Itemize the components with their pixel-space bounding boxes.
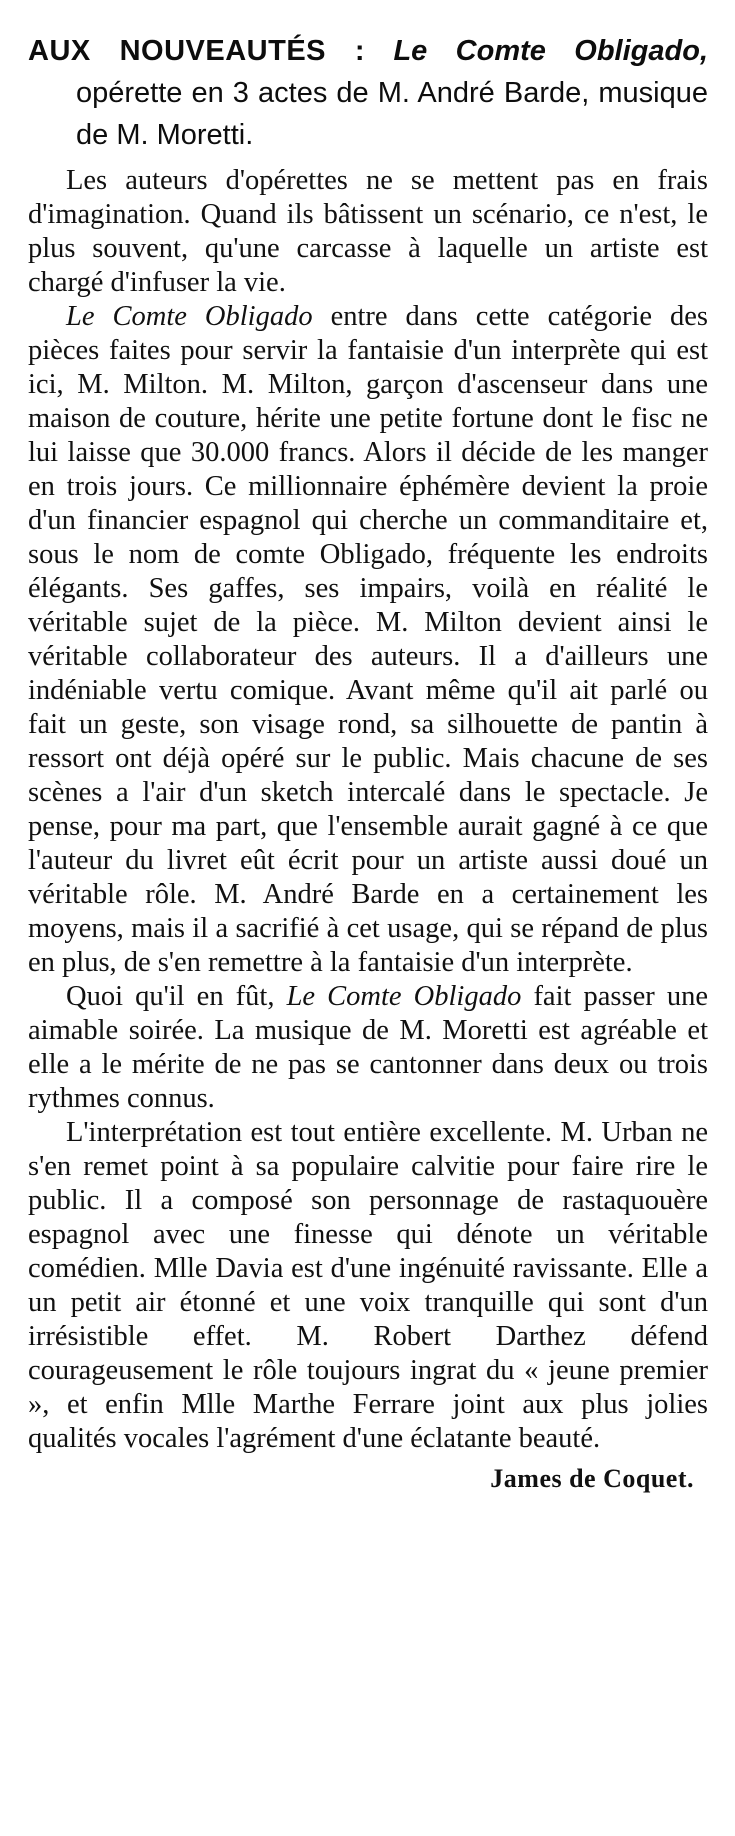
play-title: Le Comte Obligado,	[393, 35, 708, 67]
venue-name: AUX NOUVEAUTÉS :	[28, 35, 366, 67]
paragraph-text: entre dans cette catégorie des pièces faites pour servir la fantaisie d'un interprète qui est ici, M. Milton. M. Milton, garçon d'ascenseur dans une maison de couture, hérite une petite fortune dont le fisc ne lui laisse que 30.000 francs. Alors il décide de les manger en trois jours. Ce millionnaire éphémère devient la proie d'un financier espagnol qui cherche un commanditaire et, sous le nom de comte Obligado, fréquente les endroits élégants. Ses gaffes, ses impairs, voilà en réalité le véritable sujet de la pièce. M. Milton devient ainsi le véritable collaborateur des auteurs. Il a d'ailleurs une indéniable vertu comique. Avant même qu'il ait parlé ou fait un geste, son visage rond, sa silhouette de pantin à ressort ont déjà opéré sur le public. Mais chacune de ses scènes a l'air d'un sketch intercalé dans le spectacle. Je pense, pour ma part, que l'ensemble aurait gagné à ce que l'auteur du livret eût écrit pour un artiste aussi doué un véritable rôle. M. André Barde en a certainement les moyens, mais il a sacrifié à cet usage, qui se répand de plus en plus, de s'en remettre à la fantaisie d'un interprète.	[28, 301, 709, 978]
play-title-inline: Le Comte Obligado	[286, 981, 522, 1012]
author-signature: James de Coquet.	[490, 1464, 694, 1493]
article-headline	[28, 30, 708, 156]
paragraph-plot	[28, 300, 708, 980]
paragraph-music	[28, 980, 708, 1116]
paragraph-intro	[28, 164, 708, 300]
paragraph-lead: Quoi qu'il en fût,	[66, 981, 287, 1012]
article-body	[28, 164, 708, 1456]
paragraph-text: L'interprétation est tout entière excellente. M. Urban ne s'en remet point à sa populaire calvitie pour faire rire le public. Il a composé son personnage de rastaquouère espagnol avec une finesse qui dénote un véritable comédien. Mlle Davia est d'une ingénuité ravissante. Elle a un petit air étonné et une voix tranquille qui sont d'un irrésistible effet. M. Robert Darthez défend courageusement le rôle toujours ingrat du « jeune premier », et enfin Mlle Marthe Ferrare joint aux plus jolies qualités vocales l'agrément d'une éclatante beauté.	[28, 1117, 708, 1454]
play-title-inline: Le Comte Obligado	[66, 301, 313, 332]
play-credits: opérette en 3 actes de M. André Barde, musique de M. Moretti.	[76, 77, 708, 151]
article	[28, 30, 708, 1494]
paragraph-cast	[28, 1116, 708, 1456]
paragraph-text: fait passer une aimable soirée. La musique de M. Moretti est agréable et elle a le mérite de ne pas se cantonner dans deux ou trois rythmes connus.	[28, 981, 708, 1114]
paragraph-text: Les auteurs d'opérettes ne se mettent pas en frais d'imagination. Quand ils bâtissent un scénario, ce n'est, le plus souvent, qu'une carcasse à laquelle un artiste est chargé d'infuser la vie.	[28, 165, 708, 298]
